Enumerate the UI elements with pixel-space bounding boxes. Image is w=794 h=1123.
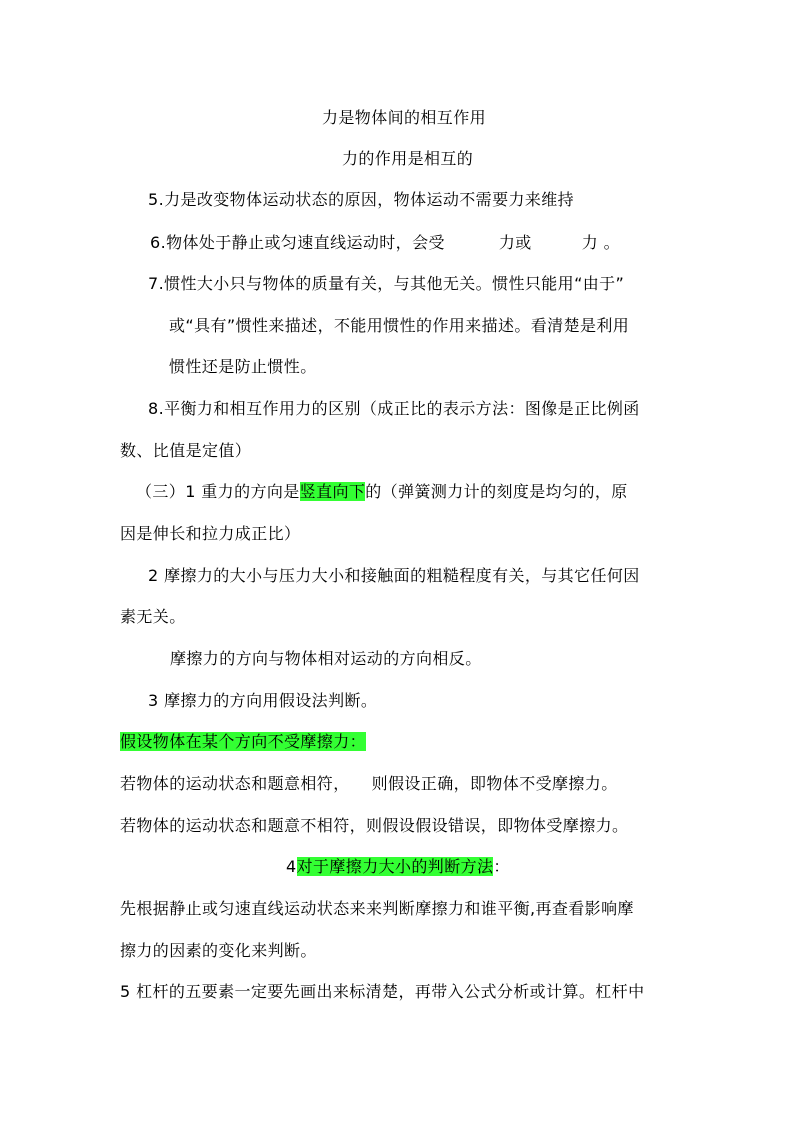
text-line-friction-2: 2 摩擦力的大小与压力大小和接触面的粗糙程度有关，与其它任何因 (148, 566, 640, 585)
case-1-part-a: 若物体的运动状态和题意相符， (120, 774, 350, 793)
text-line-friction-4-body: 先根据静止或匀速直线运动状态来来判断摩擦力和谁平衡,再查看影响摩 (120, 899, 634, 918)
text-line-case-2: 若物体的运动状态和题意不相符，则假设假设错误，即物体受摩擦力。 (120, 816, 629, 835)
text-line-6-part-c: 力 。 (581, 233, 620, 252)
text-line-friction-2-cont: 素无关。 (120, 607, 186, 626)
text-line-8-cont: 数、比值是定值） (120, 441, 252, 460)
text-line-5: 5.力是改变物体运动状态的原因，物体运动不需要力来维持 (148, 190, 575, 209)
heading-line-1: 力是物体间的相互作用 (322, 108, 487, 127)
text-line-6-part-a: 6.物体处于静止或匀速直线运动时，会受 (150, 233, 445, 252)
case-1-part-b: 则假设正确，即物体不受摩擦力。 (371, 774, 618, 793)
text-line-friction-4 (286, 856, 510, 878)
text-line-friction-4-cont: 擦力的因素的变化来判断。 (120, 941, 317, 960)
text-line-7-cont-1: 或“具有”惯性来描述，不能用惯性的作用来描述。看清楚是利用 (169, 316, 630, 335)
text-line-gravity (136, 481, 628, 503)
text-line-8: 8.平衡力和相互作用力的区别（成正比的表示方法：图像是正比例函 (148, 399, 640, 418)
highlight-friction-method: 对于摩擦力大小的判断方法 (296, 857, 494, 876)
text-line-lever-5: 5 杠杆的五要素一定要先画出来标清楚，再带入公式分析或计算。杠杆中 (120, 982, 645, 1001)
highlight-vertical-down: 竖直向下 (299, 482, 366, 501)
heading-line-2: 力的作用是相互的 (342, 149, 474, 168)
text-line-friction-direction: 摩擦力的方向与物体相对运动的方向相反。 (170, 649, 482, 668)
text-line-7-cont-2: 惯性还是防止惯性。 (169, 357, 317, 376)
highlight-assumption: 假设物体在某个方向不受摩擦力： (120, 732, 367, 751)
gravity-part-a: （三）1 重力的方向是 (136, 482, 300, 501)
friction-4-colon: ： (493, 857, 510, 876)
friction-4-number: 4 (286, 857, 297, 876)
text-line-7: 7.惯性大小只与物体的质量有关，与其他无关。惯性只能用“由于” (148, 274, 625, 293)
text-line-case-1 (120, 773, 618, 795)
gravity-part-c: 的（弹簧测力计的刻度是均匀的，原 (365, 482, 628, 501)
text-line-6-part-b: 力或 (498, 233, 532, 252)
text-line-6 (150, 232, 620, 254)
text-line-gravity-cont: 因是伸长和拉力成正比） (120, 524, 301, 543)
highlight-assumption-line (120, 731, 366, 753)
text-line-friction-3: 3 摩擦力的方向用假设法判断。 (148, 691, 378, 710)
